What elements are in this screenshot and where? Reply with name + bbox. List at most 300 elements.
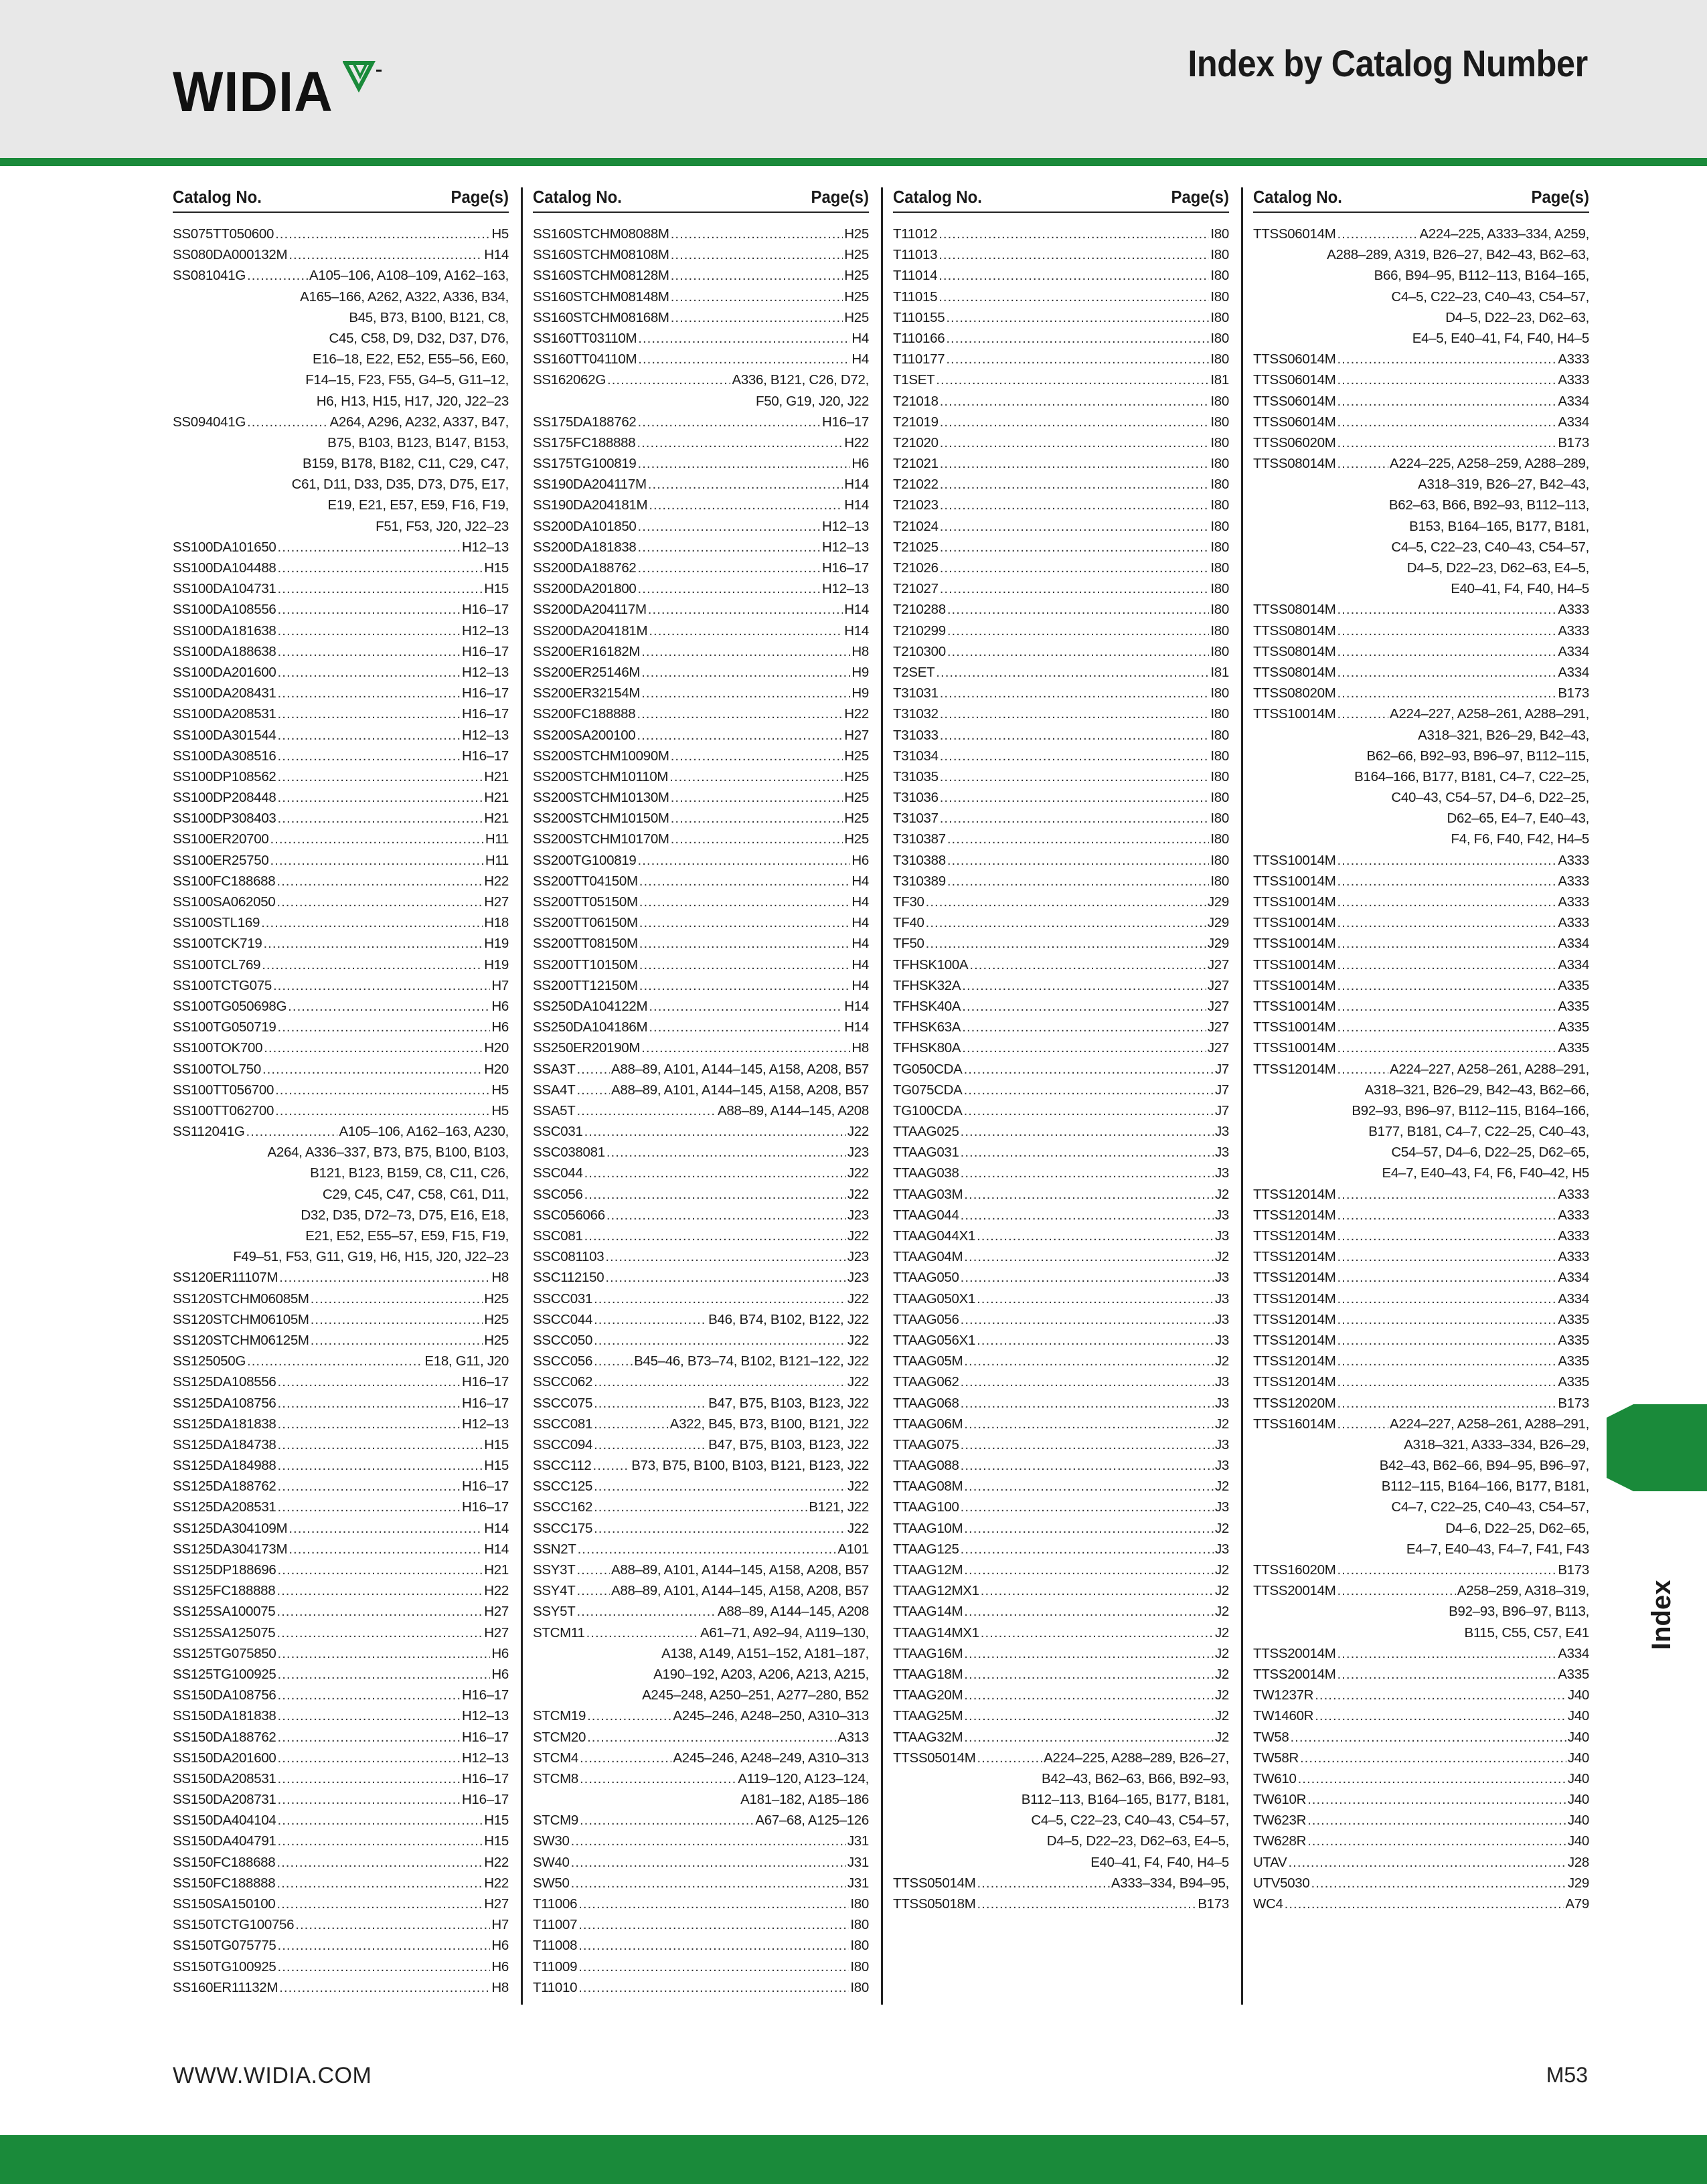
entry-line <box>1253 369 1589 390</box>
page-reference: H25 <box>844 748 869 764</box>
index-entry <box>1253 1393 1589 1414</box>
index-entry <box>1253 599 1589 620</box>
catalog-number: TTSS12014M <box>1253 1061 1336 1077</box>
page-reference: J2 <box>1214 1249 1229 1265</box>
catalog-number: SS125TG075850 <box>173 1645 276 1661</box>
catalog-number: TTSS16020M <box>1253 1562 1336 1578</box>
dot-leader <box>278 1414 461 1434</box>
entry-line <box>533 1497 869 1517</box>
catalog-number: SS100DA201600 <box>173 664 276 680</box>
page-reference: J40 <box>1567 1813 1589 1829</box>
entry-continuation <box>173 453 509 474</box>
page-reference: A318–321, A333–334, B26–29, <box>1404 1436 1589 1452</box>
dot-leader <box>1311 1873 1566 1894</box>
index-entry <box>893 349 1229 369</box>
page-reference: H19 <box>484 936 509 952</box>
entry-line <box>533 453 869 474</box>
page-reference: J2 <box>1214 1624 1229 1641</box>
entry-line <box>533 1476 869 1497</box>
index-entry <box>173 1414 509 1434</box>
page-reference: H6 <box>491 1666 509 1682</box>
dot-leader <box>594 1434 707 1455</box>
index-entry <box>893 307 1229 328</box>
dot-leader <box>278 1560 483 1580</box>
catalog-number: TFHSK40A <box>893 998 961 1014</box>
index-entry <box>173 1664 509 1685</box>
dot-leader <box>278 662 461 683</box>
dot-leader <box>947 871 1210 892</box>
page-reference: A224–225, A288–289, B26–27, <box>1044 1750 1229 1766</box>
index-entry <box>893 1664 1229 1685</box>
dot-leader <box>977 1226 1214 1246</box>
page-reference: I80 <box>1210 456 1229 472</box>
page-reference: H12–13 <box>461 622 509 639</box>
dot-leader <box>649 620 843 641</box>
entry-line <box>533 1184 869 1205</box>
page-reference: I80 <box>1210 330 1229 346</box>
index-entry <box>893 766 1229 787</box>
entry-continuation <box>173 1142 509 1163</box>
index-entry <box>893 1560 1229 1580</box>
page-reference: J22 <box>847 1186 869 1202</box>
page-reference: J3 <box>1214 1332 1229 1348</box>
entry-line <box>1253 391 1589 412</box>
index-entry <box>893 1017 1229 1037</box>
catalog-number: SS175DA188762 <box>533 414 637 430</box>
index-entry <box>533 453 869 474</box>
index-entry <box>173 599 509 620</box>
dot-leader <box>605 1267 846 1288</box>
index-entry <box>1253 1371 1589 1392</box>
catalog-number: T21027 <box>893 581 939 597</box>
entry-continuation <box>1253 1476 1589 1497</box>
entry-line <box>173 1393 509 1414</box>
catalog-number: TFHSK80A <box>893 1040 961 1056</box>
catalog-number: STCM9 <box>533 1813 578 1829</box>
index-entry <box>1253 1184 1589 1205</box>
catalog-number: SS100DP208448 <box>173 790 276 806</box>
catalog-number: TTAAG044 <box>893 1207 959 1223</box>
entry-line <box>893 1267 1229 1288</box>
page-reference: H6 <box>491 998 509 1014</box>
entry-continuation <box>1253 474 1589 495</box>
index-entry <box>173 1476 509 1497</box>
index-entry <box>1253 453 1589 599</box>
index-entry <box>1253 641 1589 662</box>
entry-line <box>1253 1288 1589 1309</box>
page-reference: A245–246, A248–250, A310–313 <box>673 1708 869 1724</box>
catalog-number: TTSS12014M <box>1253 1311 1336 1327</box>
dot-leader <box>1337 892 1556 912</box>
index-entry <box>893 286 1229 307</box>
dot-leader <box>278 1789 461 1810</box>
entry-line <box>1253 224 1589 244</box>
dot-leader <box>940 537 1210 558</box>
entry-line <box>173 265 509 286</box>
index-entry <box>533 850 869 871</box>
catalog-number: TW58 <box>1253 1729 1289 1745</box>
entry-line <box>533 1748 869 1768</box>
catalog-number: TTSS12020M <box>1253 1395 1336 1411</box>
index-entry <box>893 1894 1229 1914</box>
dot-leader <box>1337 1267 1556 1288</box>
index-entry <box>533 1037 869 1058</box>
page-reference: A334 <box>1558 414 1589 430</box>
catalog-number: SS100DA181638 <box>173 622 276 639</box>
index-entry <box>173 829 509 849</box>
entry-line <box>173 1455 509 1476</box>
dot-leader <box>275 224 490 244</box>
entry-line <box>173 1914 509 1935</box>
entry-line <box>173 1539 509 1560</box>
page-reference: J22 <box>847 1374 869 1390</box>
page-reference: A333 <box>1558 873 1589 889</box>
dot-leader <box>584 1163 846 1183</box>
catalog-number: TTAAG044X1 <box>893 1228 976 1244</box>
dot-leader <box>278 1017 491 1037</box>
catalog-number: T31036 <box>893 790 939 806</box>
index-entry <box>533 1455 869 1476</box>
page-reference: B173 <box>1198 1896 1229 1912</box>
page-reference: H20 <box>484 1061 509 1077</box>
entry-line <box>173 954 509 975</box>
catalog-number: T110166 <box>893 330 945 346</box>
index-entry <box>533 892 869 912</box>
entry-line <box>173 599 509 620</box>
entry-line <box>533 1539 869 1560</box>
dot-leader <box>1337 1643 1556 1664</box>
page-reference: H8 <box>851 643 869 659</box>
dot-leader <box>1337 850 1556 871</box>
index-entry <box>533 1935 869 1956</box>
page-reference: J40 <box>1567 1729 1589 1745</box>
page-reference: D4–6, D22–25, D62–65, <box>1445 1520 1589 1536</box>
index-entry <box>1253 850 1589 871</box>
dot-leader <box>607 369 730 390</box>
dot-leader <box>1290 1727 1566 1748</box>
entry-line <box>533 1580 869 1601</box>
page-reference: I80 <box>850 1979 869 1995</box>
side-tab-shape <box>1607 1404 1707 1491</box>
entry-line <box>1253 1414 1589 1434</box>
dot-leader <box>669 766 843 787</box>
page-reference: A105–106, A162–163, A230, <box>339 1124 509 1140</box>
catalog-number: SSCC094 <box>533 1436 593 1452</box>
index-entry <box>173 1873 509 1894</box>
entry-line <box>533 1288 869 1309</box>
dot-leader <box>637 432 843 453</box>
index-entry <box>173 1288 509 1309</box>
entry-line <box>893 1330 1229 1351</box>
page-reference: F14–15, F23, F55, G4–5, G11–12, <box>305 372 509 388</box>
index-entry <box>893 808 1229 829</box>
page-reference: J23 <box>847 1249 869 1265</box>
entry-line <box>1253 1873 1589 1894</box>
page-reference: H12–13 <box>461 664 509 680</box>
catalog-number: TTSS10014M <box>1253 852 1336 868</box>
page-reference: A318–319, B26–27, B42–43, <box>1418 477 1589 493</box>
dot-leader <box>279 1267 490 1288</box>
dot-leader <box>648 474 843 495</box>
entry-line <box>173 975 509 996</box>
catalog-number: SW30 <box>533 1833 570 1849</box>
dot-leader <box>639 975 851 996</box>
entry-continuation <box>1253 1142 1589 1163</box>
catalog-number: SS100TOL750 <box>173 1061 261 1077</box>
catalog-number: TW1460R <box>1253 1708 1314 1724</box>
page-reference: J29 <box>1207 915 1229 931</box>
entry-line <box>893 224 1229 244</box>
dot-leader <box>594 1414 669 1434</box>
index-entry <box>533 474 869 495</box>
entry-line <box>173 1873 509 1894</box>
index-entry <box>893 1184 1229 1205</box>
page-reference: I80 <box>850 1917 869 1933</box>
dot-leader <box>961 1309 1214 1330</box>
page-reference: J29 <box>1207 894 1229 910</box>
dot-leader <box>961 1393 1214 1414</box>
page-reference: C45, C58, D9, D32, D37, D76, <box>329 330 509 346</box>
page-reference: A333 <box>1558 1207 1589 1223</box>
catalog-number: SS190DA204117M <box>533 477 647 493</box>
entry-continuation <box>1253 1121 1589 1142</box>
catalog-number: TTAAG056X1 <box>893 1332 976 1348</box>
catalog-number: SS150DA108756 <box>173 1687 276 1703</box>
catalog-number: TTSS10014M <box>1253 936 1336 952</box>
catalog-number: SS200ER16182M <box>533 643 641 659</box>
dot-leader <box>278 1434 483 1455</box>
entry-line <box>533 474 869 495</box>
index-side-tab[interactable] <box>1607 1404 1707 1491</box>
catalog-number: SS150FC188688 <box>173 1854 276 1870</box>
catalog-number: T21018 <box>893 393 939 409</box>
page-reference: F4, F6, F40, F42, H4–5 <box>1451 831 1589 847</box>
entry-line <box>893 996 1229 1017</box>
catalog-number: TTAAG05M <box>893 1353 963 1369</box>
dot-leader <box>606 1205 846 1226</box>
catalog-number: SS100DP308403 <box>173 811 276 827</box>
page-reference: B159, B178, B182, C11, C29, C47, <box>303 456 509 472</box>
entry-line <box>1253 662 1589 683</box>
catalog-number: SS125DA184988 <box>173 1458 276 1474</box>
index-entry <box>533 975 869 996</box>
catalog-number: T21024 <box>893 518 939 534</box>
entry-line <box>533 1100 869 1121</box>
index-entry <box>173 537 509 558</box>
page-reference: J2 <box>1214 1687 1229 1703</box>
entry-line <box>893 1601 1229 1622</box>
index-entry <box>893 516 1229 537</box>
page-reference: I80 <box>1210 768 1229 784</box>
catalog-number: TTSS08014M <box>1253 622 1336 639</box>
index-entry <box>893 1434 1229 1455</box>
catalog-number: T21023 <box>893 497 939 513</box>
page-reference: H15 <box>484 1833 509 1849</box>
entry-line <box>893 912 1229 933</box>
page-reference: D4–5, D22–23, D62–63, E4–5, <box>1406 560 1589 576</box>
entry-line <box>893 1643 1229 1664</box>
catalog-number: TTSS08014M <box>1253 602 1336 618</box>
dot-leader <box>962 1017 1206 1037</box>
index-entry <box>173 1643 509 1664</box>
entry-line <box>173 1831 509 1851</box>
dot-leader <box>962 1037 1206 1058</box>
catalog-number: SSA5T <box>533 1102 576 1118</box>
catalog-number: T11006 <box>533 1896 578 1912</box>
catalog-number: SSY4T <box>533 1583 576 1599</box>
page-reference: B153, B164–165, B177, B181, <box>1409 518 1589 534</box>
catalog-number: SS200SA200100 <box>533 727 636 743</box>
index-entry <box>1253 412 1589 432</box>
dot-leader <box>1315 1705 1566 1726</box>
index-entry <box>893 474 1229 495</box>
index-entry <box>893 432 1229 453</box>
page-reference: B62–63, B66, B92–93, B112–113, <box>1388 497 1589 513</box>
index-entry <box>893 725 1229 746</box>
catalog-number: SS100DA188638 <box>173 643 276 659</box>
index-entry <box>533 1539 869 1560</box>
dot-leader <box>964 1685 1214 1705</box>
index-entry <box>533 1914 869 1935</box>
dot-leader <box>637 725 843 746</box>
catalog-number: SS120STCHM06105M <box>173 1311 309 1327</box>
entry-continuation <box>533 1685 869 1705</box>
page-reference: A322, B45, B73, B100, B121, J22 <box>669 1416 869 1432</box>
index-entry <box>173 1977 509 1998</box>
index-entry <box>1253 1789 1589 1810</box>
catalog-number: SSCC044 <box>533 1311 593 1327</box>
index-entry <box>533 662 869 683</box>
dot-leader <box>571 1873 846 1894</box>
entry-line <box>1253 1393 1589 1414</box>
entry-line <box>533 537 869 558</box>
page-reference: H16–17 <box>461 748 509 764</box>
index-entry <box>893 328 1229 349</box>
entry-line <box>533 1393 869 1414</box>
entry-line <box>173 1476 509 1497</box>
entry-line <box>1253 1037 1589 1058</box>
catalog-number: SS100DA101650 <box>173 539 276 555</box>
catalog-number: SS150SA150100 <box>173 1896 276 1912</box>
index-entry <box>1253 1226 1589 1246</box>
dot-leader <box>587 1705 671 1726</box>
dot-leader <box>276 1894 483 1914</box>
catalog-number: SS200STCHM10110M <box>533 768 669 784</box>
dot-leader <box>926 933 1206 954</box>
entry-line <box>893 1037 1229 1058</box>
catalog-number: UTV5030 <box>1253 1875 1310 1891</box>
entry-line <box>533 1935 869 1956</box>
dot-leader <box>571 1831 846 1851</box>
index-entry <box>893 453 1229 474</box>
entry-line <box>173 1371 509 1392</box>
catalog-number: TTAAG056 <box>893 1311 959 1327</box>
catalog-number: SSCC056 <box>533 1353 593 1369</box>
catalog-number: SS200DA201800 <box>533 581 637 597</box>
page-reference: A264, A296, A232, A337, B47, <box>329 414 509 430</box>
page-reference: H21 <box>484 790 509 806</box>
catalog-number: TF50 <box>893 936 924 952</box>
catalog-number: SS100TT056700 <box>173 1082 274 1098</box>
catalog-number: SS150TG075775 <box>173 1938 276 1954</box>
entry-line <box>533 1622 869 1643</box>
index-entry <box>1253 1852 1589 1873</box>
entry-line <box>893 746 1229 766</box>
entry-line <box>1253 850 1589 871</box>
catalog-number: TFHSK32A <box>893 977 961 993</box>
catalog-number: SS120STCHM06125M <box>173 1332 309 1348</box>
index-entry <box>1253 369 1589 390</box>
dot-leader <box>278 1371 461 1392</box>
dot-leader <box>1337 1288 1556 1309</box>
page-reference: H22 <box>844 706 869 722</box>
index-entry <box>533 1017 869 1037</box>
page-reference: J3 <box>1214 1124 1229 1140</box>
dot-leader <box>295 1914 490 1935</box>
catalog-number: TTAAG10M <box>893 1520 963 1536</box>
entry-line <box>893 391 1229 412</box>
index-entry <box>533 766 869 787</box>
page-reference: I80 <box>1210 727 1229 743</box>
catalog-number: SS100ER20700 <box>173 831 269 847</box>
index-entry <box>1253 1705 1589 1726</box>
page-reference: I81 <box>1210 372 1229 388</box>
index-entry <box>533 1267 869 1288</box>
catalog-number: TG100CDA <box>893 1102 963 1118</box>
page-reference: A245–248, A250–251, A277–280, B52 <box>642 1687 869 1703</box>
index-entry <box>893 662 1229 683</box>
entry-line <box>893 1184 1229 1205</box>
catalog-number: T11014 <box>893 268 938 284</box>
page-reference: A181–182, A185–186 <box>740 1792 869 1808</box>
index-entry <box>1253 1059 1589 1184</box>
index-entry <box>533 1768 869 1810</box>
entry-continuation <box>173 516 509 537</box>
dot-leader <box>578 1914 849 1935</box>
entry-line <box>173 1100 509 1121</box>
pages-header: Page(s) <box>811 187 869 207</box>
entry-line <box>893 1476 1229 1497</box>
page-reference: I80 <box>1210 226 1229 242</box>
catalog-number: SS100TOK700 <box>173 1040 263 1056</box>
entry-continuation <box>1253 537 1589 558</box>
entry-line <box>533 1226 869 1246</box>
entry-continuation <box>1253 307 1589 328</box>
entry-line <box>893 1288 1229 1309</box>
footer-url[interactable]: WWW.WIDIA.COM <box>173 2063 372 2088</box>
page-reference: H14 <box>844 602 869 618</box>
dot-leader <box>1337 871 1556 892</box>
entry-line <box>1253 1017 1589 1037</box>
index-entry <box>173 662 509 683</box>
page-reference: H12–13 <box>821 518 869 534</box>
index-entry <box>893 1497 1229 1517</box>
entry-line <box>893 453 1229 474</box>
catalog-number: TTAAG18M <box>893 1666 963 1682</box>
entry-line <box>893 1142 1229 1163</box>
dot-leader <box>247 1351 423 1371</box>
catalog-number: TTAAG031 <box>893 1145 959 1161</box>
catalog-number: SSC044 <box>533 1165 583 1181</box>
page-reference: B92–93, B96–97, B112–115, B164–166, <box>1352 1102 1589 1118</box>
entry-line <box>173 1789 509 1810</box>
index-entry <box>1253 1685 1589 1705</box>
dot-leader <box>962 996 1206 1017</box>
page-reference: I80 <box>1210 393 1229 409</box>
catalog-number: T31033 <box>893 727 939 743</box>
entry-line <box>1253 933 1589 954</box>
entry-line <box>893 808 1229 829</box>
